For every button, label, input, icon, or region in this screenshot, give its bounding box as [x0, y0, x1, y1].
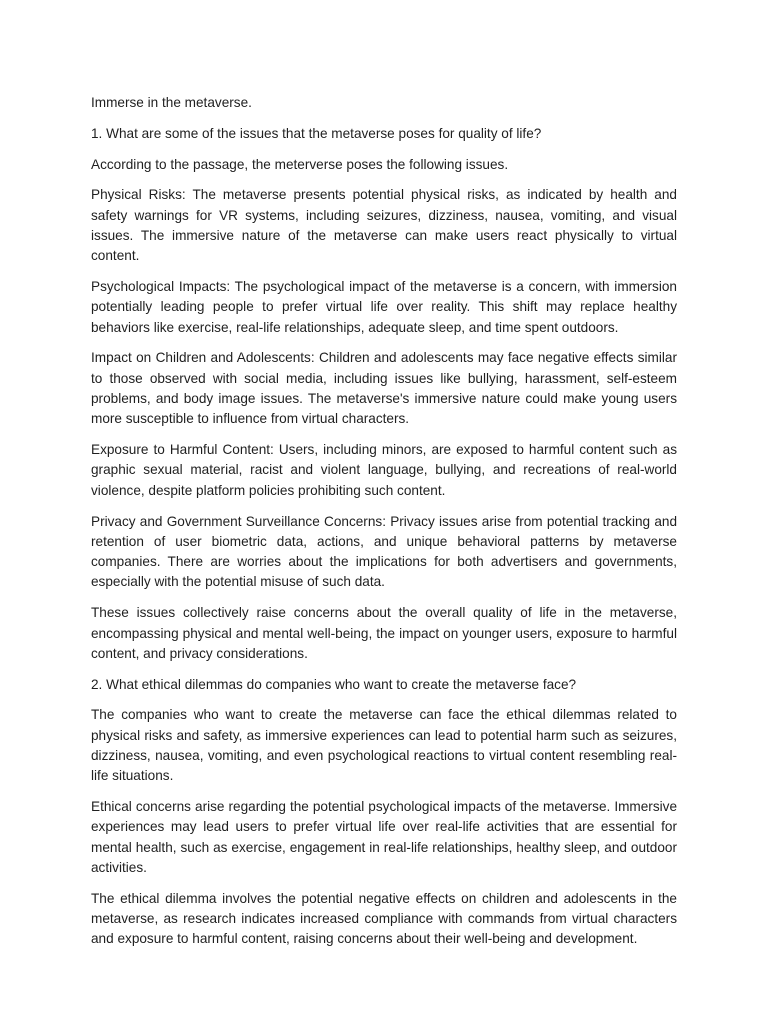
- paragraph-harmful-content: Exposure to Harmful Content: Users, including minors, are exposed to harmful content such as graphic sexual material, racist and violent language, bullying, and recreations of real-world violence, despite platform policies prohibiting such content.: [91, 442, 677, 498]
- paragraph-children-dilemma: The ethical dilemma involves the potential negative effects on children and adolescents in the metaverse, as research indicates increased compliance with commands from virtual characters and exposure to harmful content, raising concerns about their well-being and development.: [91, 890, 677, 947]
- document-title: Immerse in the metaverse.: [91, 95, 252, 110]
- question-2: 2. What ethical dilemmas do companies who want to create the metaverse face?: [91, 676, 577, 692]
- paragraph-psychological-impacts: Psychological Impacts: The psychological impact of the metaverse is a concern, with immersion potentially leading people to prefer virtual life over reality. This shift may replace healthy behaviors like exercise, real-life relationships, adequate sleep, and time spent outdoors.: [91, 279, 677, 335]
- intro-paragraph: According to the passage, the meterverse poses the following issues.: [91, 156, 509, 172]
- paragraph-physical-safety-dilemma: The companies who want to create the metaverse can face the ethical dilemmas related to physical risks and safety, as immersive experiences can lead to potential harm such as seizures, dizziness, nausea, vomiting, and even psychological reactions to virtual content resembling real-life situations.: [91, 707, 677, 784]
- document-page: [91, 93, 677, 960]
- paragraph-psychological-dilemma: Ethical concerns arise regarding the potential psychological impacts of the metaverse. Immersive experiences may lead users to prefer virtual life over real-life activities that are essential for mental health, such as exercise, engagement in real-life relationships, healthy sleep, and outdoor activities.: [91, 799, 677, 875]
- paragraph-physical-risks: Physical Risks: The metaverse presents potential physical risks, as indicated by health and safety warnings for VR systems, including seizures, dizziness, nausea, vomiting, and visual issues. The immersive nature of the metaverse can make users react physically to virtual content.: [91, 187, 677, 264]
- question-1: 1. What are some of the issues that the metaverse poses for quality of life?: [91, 125, 542, 141]
- paragraph-privacy-surveillance: Privacy and Government Surveillance Concerns: Privacy issues arise from potential tracking and retention of user biometric data, actions, and unique behavioral patterns by metaverse companies. There are worries about the implications for both advertisers and governments, especially with the potential misuse of such data.: [91, 513, 677, 590]
- paragraph-children-adolescents: Impact on Children and Adolescents: Children and adolescents may face negative effects similar to those observed with social media, including issues like bullying, harassment, self-esteem problems, and body image issues. The metaverse's immersive nature could make young users more susceptible to influence from virtual characters.: [91, 350, 677, 427]
- paragraph-q1-summary: These issues collectively raise concerns about the overall quality of life in the metaverse, encompassing physical and mental well-being, the impact on younger users, exposure to harmful content, and privacy considerations.: [91, 605, 677, 661]
